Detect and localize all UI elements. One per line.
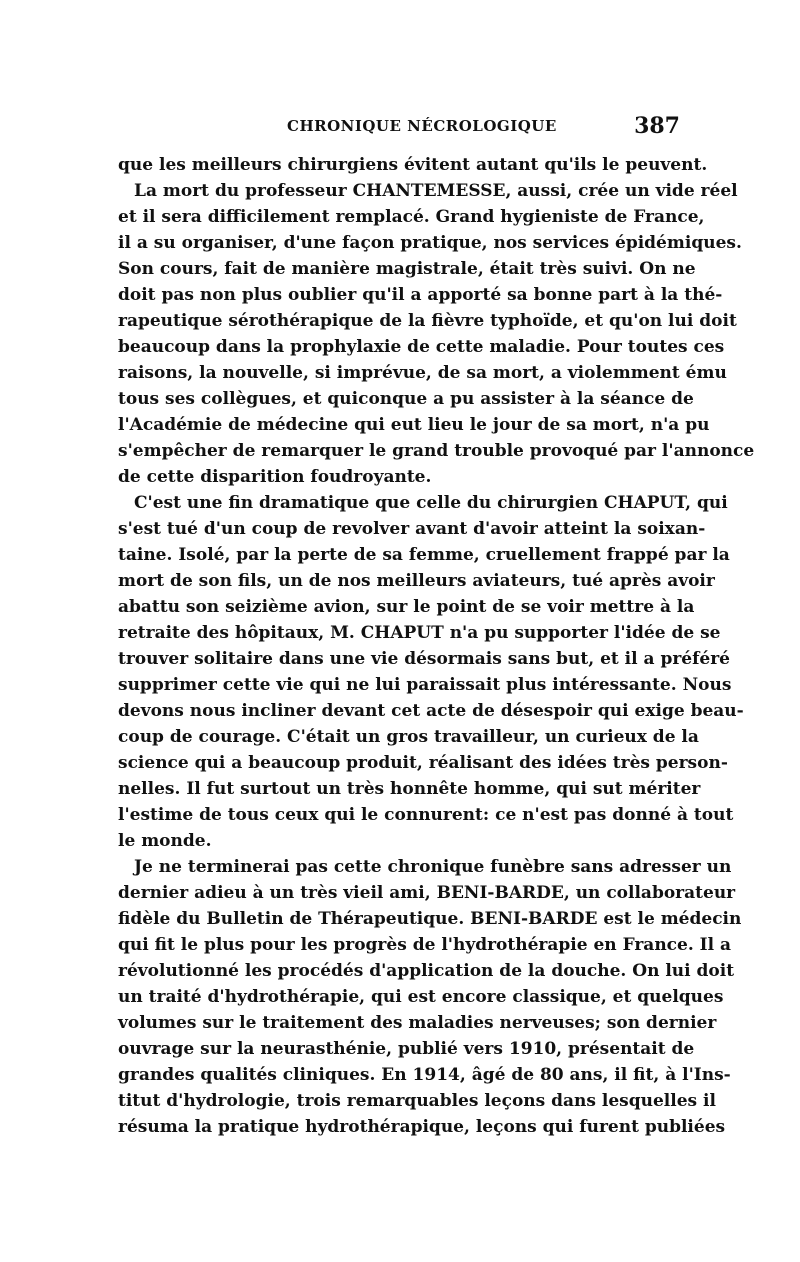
- text-line: coup de courage. C'était un gros travailleur, un curieux de la: [118, 727, 699, 747]
- text-line: ouvrage sur la neurasthénie, publié vers 1910, présentait de: [118, 1039, 695, 1059]
- text-line: un traité d'hydrothérapie, qui est encore classique, et quelques: [118, 987, 724, 1007]
- text-line: devons nous incliner devant cet acte de désespoir qui exige beau-: [118, 701, 744, 721]
- paragraph: [118, 178, 755, 490]
- text-line: rapeutique sérothérapique de la fièvre typhoïde, et qu'on lui doit: [118, 311, 737, 331]
- text-line: Son cours, fait de manière magistrale, était très suivi. On ne: [118, 259, 696, 279]
- text-line: retraite des hôpitaux, M. CHAPUT n'a pu supporter l'idée de se: [118, 623, 721, 643]
- text-line: Je ne terminerai pas cette chronique funèbre sans adresser un: [134, 857, 732, 877]
- running-head: [120, 113, 680, 141]
- text-line: l'Académie de médecine qui eut lieu le jour de sa mort, n'a pu: [118, 415, 710, 435]
- paragraph: [118, 152, 708, 178]
- text-line: tous ses collègues, et quiconque a pu assister à la séance de: [118, 389, 694, 409]
- text-line: beaucoup dans la prophylaxie de cette maladie. Pour toutes ces: [118, 337, 725, 357]
- text-line: que les meilleurs chirurgiens évitent autant qu'ils le peuvent.: [118, 155, 708, 175]
- text-line: il a su organiser, d'une façon pratique, nos services épidémiques.: [118, 233, 742, 253]
- text-line: trouver solitaire dans une vie désormais sans but, et il a préféré: [118, 649, 730, 669]
- text-line: supprimer cette vie qui ne lui paraissait plus intéressante. Nous: [118, 675, 732, 695]
- text-line: s'empêcher de remarquer le grand trouble provoqué par l'annonce: [118, 441, 755, 461]
- text-line: raisons, la nouvelle, si imprévue, de sa mort, a violemment ému: [118, 363, 727, 383]
- text-line: titut d'hydrologie, trois remarquables leçons dans lesquelles il: [118, 1091, 716, 1111]
- paragraph: [118, 854, 742, 1140]
- text-line: qui fit le plus pour les progrès de l'hydrothérapie en France. Il a: [118, 935, 732, 955]
- text-line: taine. Isolé, par la perte de sa femme, cruellement frappé par la: [118, 545, 730, 565]
- text-line: C'est une fin dramatique que celle du chirurgien CHAPUT, qui: [134, 493, 728, 513]
- text-line: révolutionné les procédés d'application de la douche. On lui doit: [118, 961, 735, 981]
- text-line: le monde.: [118, 831, 212, 851]
- body-text: [118, 152, 755, 1140]
- text-line: La mort du professeur CHANTEMESSE, aussi, crée un vide réel: [134, 181, 738, 201]
- text-line: mort de son fils, un de nos meilleurs aviateurs, tué après avoir: [118, 571, 715, 591]
- paragraph: [118, 490, 744, 854]
- text-line: science qui a beaucoup produit, réalisant des idées très person-: [118, 753, 728, 773]
- text-line: grandes qualités cliniques. En 1914, âgé de 80 ans, il fit, à l'Ins-: [118, 1065, 731, 1085]
- text-line: et il sera difficilement remplacé. Grand hygieniste de France,: [118, 207, 705, 227]
- text-line: doit pas non plus oublier qu'il a apporté sa bonne part à la thé-: [118, 285, 723, 305]
- text-line: s'est tué d'un coup de revolver avant d'avoir atteint la soixan-: [118, 519, 706, 539]
- text-line: dernier adieu à un très vieil ami, BENI-BARDE, un collaborateur: [118, 883, 736, 903]
- text-line: volumes sur le traitement des maladies nerveuses; son dernier: [118, 1013, 717, 1033]
- page-number: 387: [634, 113, 680, 139]
- text-line: fidèle du Bulletin de Thérapeutique. BENI-BARDE est le médecin: [118, 909, 742, 929]
- running-title: CHRONIQUE NÉCROLOGIQUE: [287, 117, 557, 135]
- text-line: nelles. Il fut surtout un très honnête homme, qui sut mériter: [118, 779, 701, 799]
- text-line: abattu son seizième avion, sur le point de se voir mettre à la: [118, 597, 695, 617]
- text-line: l'estime de tous ceux qui le connurent: ce n'est pas donné à tout: [118, 805, 734, 825]
- text-line: de cette disparition foudroyante.: [118, 467, 432, 487]
- text-line: résuma la pratique hydrothérapique, leçons qui furent publiées: [118, 1117, 726, 1137]
